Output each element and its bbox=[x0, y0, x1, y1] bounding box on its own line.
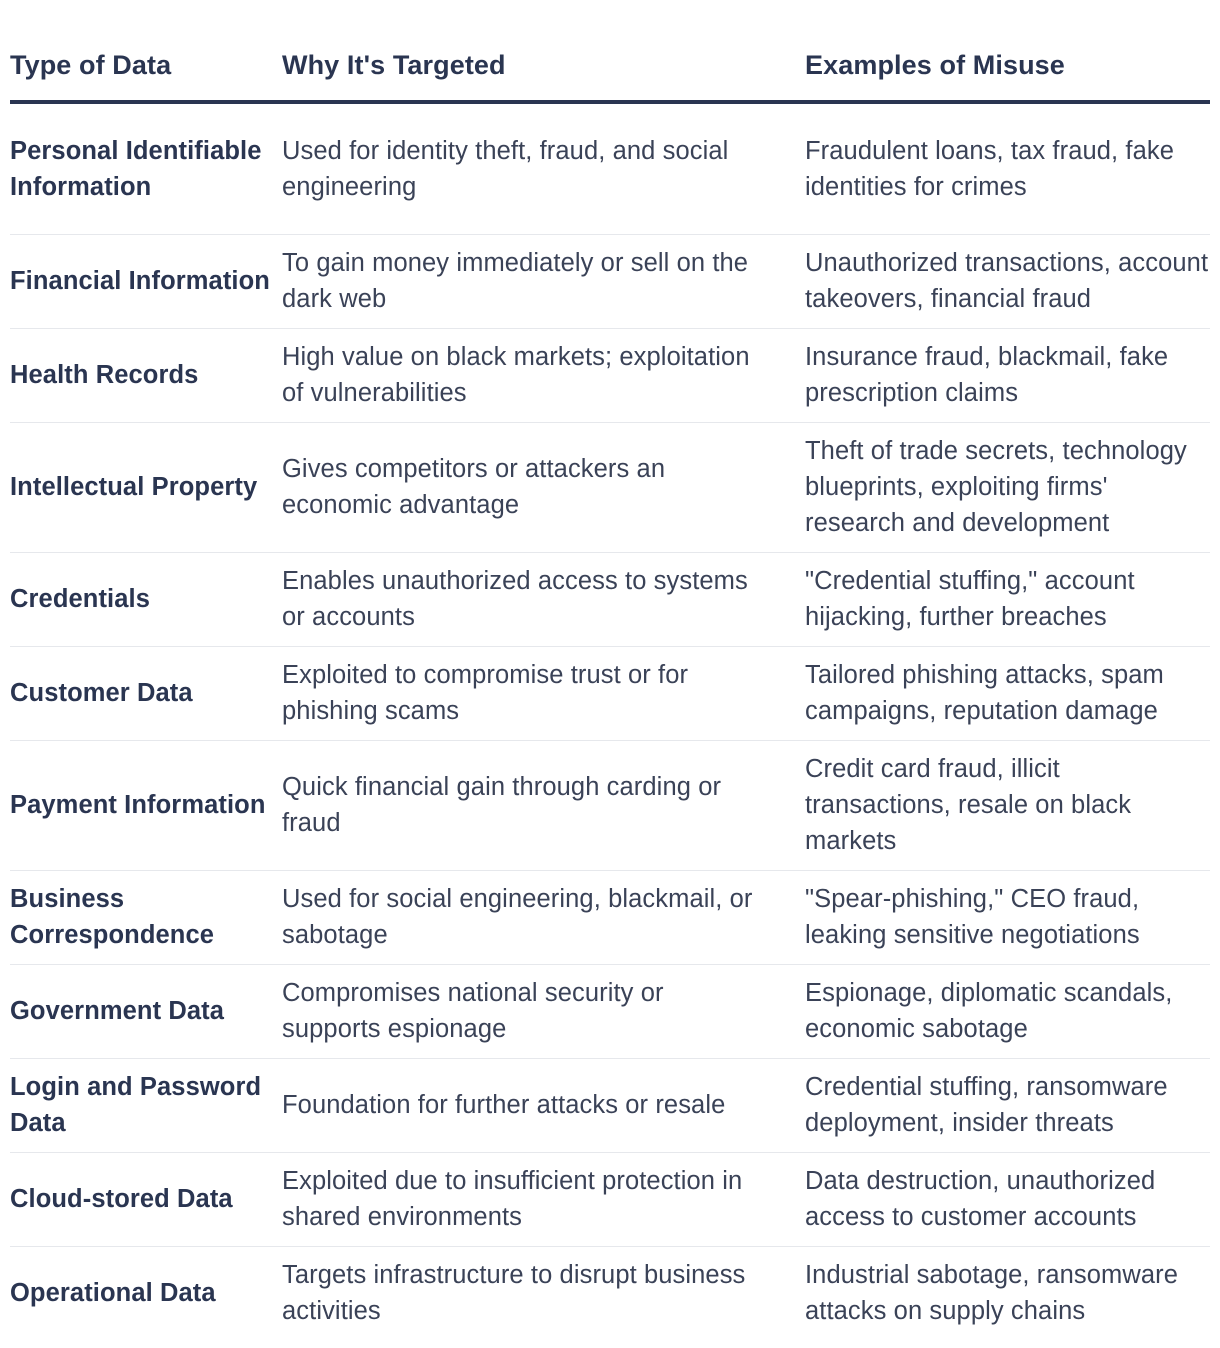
cell-type: Business Correspondence bbox=[10, 870, 282, 964]
cell-type: Customer Data bbox=[10, 646, 282, 740]
table-row bbox=[10, 234, 1210, 328]
cell-why: Targets infrastructure to disrupt business activities bbox=[282, 1261, 746, 1326]
table-body bbox=[10, 102, 1210, 1340]
cell-type: Financial Information bbox=[10, 234, 282, 328]
cell-why: Quick financial gain through carding or fraud bbox=[282, 740, 805, 870]
cell-examples: Industrial sabotage, ransomware attacks on supply chains bbox=[805, 1261, 1179, 1326]
header-examples-of-misuse: Examples of Misuse bbox=[805, 30, 1210, 102]
cell-type: Cloud-stored Data bbox=[10, 1152, 282, 1246]
cell-why: Compromises national security or supports espionage bbox=[282, 964, 805, 1058]
cell-examples: Credit card fraud, illicit transactions, resale on black markets bbox=[805, 740, 1210, 870]
table-row bbox=[10, 102, 1210, 234]
cell-type: Login and Password Data bbox=[10, 1058, 282, 1152]
cell-examples: Espionage, diplomatic scandals, economic sabotage bbox=[805, 964, 1210, 1058]
cell-why: Used for identity theft, fraud, and social engineering bbox=[282, 102, 805, 234]
cell-examples: "Credential stuffing," account hijacking, further breaches bbox=[805, 552, 1210, 646]
cell-type: Health Records bbox=[10, 328, 282, 422]
cell-examples: Credential stuffing, ransomware deployment, insider threats bbox=[805, 1058, 1210, 1152]
table-row bbox=[10, 646, 1210, 740]
table-row bbox=[10, 870, 1210, 964]
cell-why: Enables unauthorized access to systems or accounts bbox=[282, 552, 805, 646]
header-type-of-data: Type of Data bbox=[10, 30, 282, 102]
table-row bbox=[10, 964, 1210, 1058]
cell-type: Personal Identifiable Information bbox=[10, 102, 282, 234]
header-row bbox=[10, 30, 1210, 102]
cell-why: Used for social engineering, blackmail, or sabotage bbox=[282, 870, 805, 964]
cell-type: Operational Data bbox=[10, 1279, 216, 1308]
table-header bbox=[10, 30, 1210, 102]
header-why-targeted: Why It's Targeted bbox=[282, 30, 805, 102]
cell-why: Foundation for further attacks or resale bbox=[282, 1058, 805, 1152]
cell-examples: Tailored phishing attacks, spam campaigns, reputation damage bbox=[805, 646, 1210, 740]
cell-why: High value on black markets; exploitation of vulnerabilities bbox=[282, 328, 805, 422]
cell-why: Exploited to compromise trust or for phishing scams bbox=[282, 646, 805, 740]
table-row bbox=[10, 328, 1210, 422]
data-table-container bbox=[10, 30, 1210, 1340]
cell-examples: Theft of trade secrets, technology blueprints, exploiting firms' research and development bbox=[805, 422, 1210, 552]
cell-examples: Data destruction, unauthorized access to customer accounts bbox=[805, 1152, 1210, 1246]
table-row bbox=[10, 1246, 1210, 1340]
data-targets-table bbox=[10, 30, 1210, 1340]
cell-type: Intellectual Property bbox=[10, 422, 282, 552]
table-row bbox=[10, 740, 1210, 870]
table-row bbox=[10, 1152, 1210, 1246]
cell-examples: "Spear-phishing," CEO fraud, leaking sensitive negotiations bbox=[805, 870, 1210, 964]
cell-type: Credentials bbox=[10, 552, 282, 646]
table-row bbox=[10, 552, 1210, 646]
cell-examples: Insurance fraud, blackmail, fake prescription claims bbox=[805, 328, 1210, 422]
cell-why: To gain money immediately or sell on the dark web bbox=[282, 234, 805, 328]
cell-type: Payment Information bbox=[10, 740, 282, 870]
cell-why: Exploited due to insufficient protection in shared environments bbox=[282, 1152, 805, 1246]
cell-why: Gives competitors or attackers an economic advantage bbox=[282, 422, 805, 552]
table-row bbox=[10, 422, 1210, 552]
table-row bbox=[10, 1058, 1210, 1152]
cell-type: Government Data bbox=[10, 964, 282, 1058]
cell-examples: Unauthorized transactions, account takeovers, financial fraud bbox=[805, 234, 1210, 328]
cell-examples: Fraudulent loans, tax fraud, fake identities for crimes bbox=[805, 102, 1210, 234]
